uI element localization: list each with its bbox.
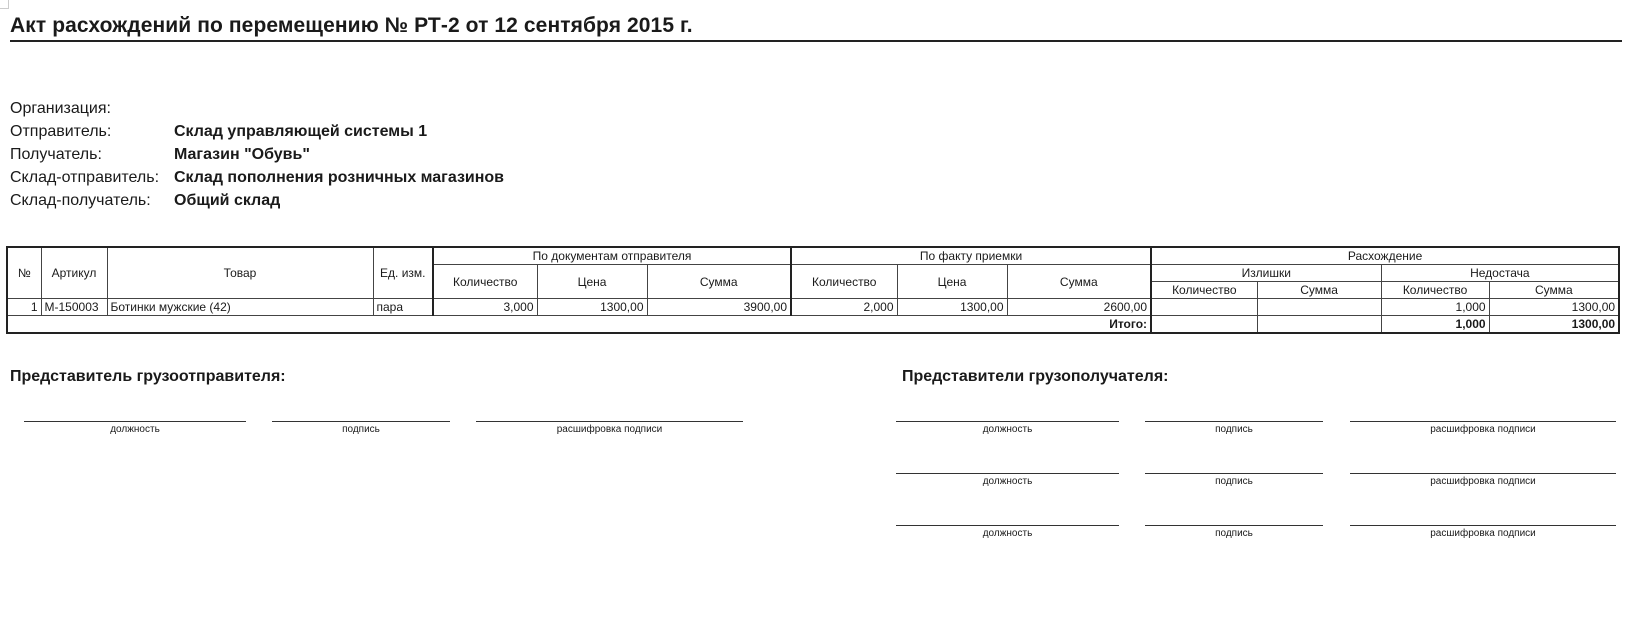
cell-fact-qty: 2,000 — [791, 299, 897, 316]
cell-fact-price: 1300,00 — [897, 299, 1007, 316]
header-by-fact: По факту приемки — [791, 247, 1151, 265]
total-surplus-sum — [1257, 316, 1381, 334]
sign-caption: подпись — [1215, 424, 1253, 435]
cell-num: 1 — [7, 299, 41, 316]
position-caption: должность — [982, 476, 1033, 487]
info-row-organization — [10, 97, 504, 120]
position-caption: должность — [110, 424, 160, 435]
info-value: Общий склад — [174, 192, 281, 209]
cell-unit: пара — [373, 299, 433, 316]
sender-sign-line[interactable] — [272, 421, 450, 438]
position-caption: должность — [982, 424, 1033, 435]
info-label: Организация: — [10, 100, 111, 117]
header-unit: Ед. изм. — [373, 247, 433, 299]
position-caption: должность — [982, 528, 1033, 539]
info-row-receiver — [10, 143, 504, 166]
document-title: Акт расхождений по перемещению № РТ-2 от 12 сентября 2015 г. — [10, 14, 1622, 42]
receiver-sign-line-1[interactable] — [1145, 421, 1323, 438]
decode-caption: расшифровка подписи — [1430, 528, 1536, 539]
info-value: Магазин "Обувь" — [174, 146, 310, 163]
info-label: Получатель: — [10, 146, 102, 163]
total-shortage-qty: 1,000 — [1381, 316, 1489, 334]
header-article: Артикул — [41, 247, 107, 299]
sign-caption: подпись — [1215, 528, 1253, 539]
receiver-decode-line-1[interactable] — [1350, 421, 1616, 438]
table-row — [7, 299, 1619, 316]
corner-mark — [0, 0, 9, 9]
decode-caption: расшифровка подписи — [556, 424, 663, 435]
info-row-sender-warehouse — [10, 166, 504, 189]
receiver-position-line-3[interactable] — [896, 525, 1119, 542]
cell-surplus-sum — [1257, 299, 1381, 316]
header-doc-sum: Сумма — [647, 265, 791, 299]
header-shortage-sum: Сумма — [1489, 282, 1619, 299]
info-label: Склад-отправитель: — [10, 169, 160, 186]
header-discrepancy: Расхождение — [1151, 247, 1619, 265]
header-num: № — [7, 247, 41, 299]
sender-position-line[interactable] — [24, 421, 246, 438]
document-info — [10, 97, 504, 212]
info-row-receiver-warehouse — [10, 189, 504, 212]
sign-caption: подпись — [1215, 476, 1253, 487]
header-shortage-qty: Количество — [1381, 282, 1489, 299]
total-label: Итого: — [7, 316, 1151, 334]
header-shortage: Недостача — [1381, 265, 1619, 282]
header-fact-price: Цена — [897, 265, 1007, 299]
receiver-decode-line-2[interactable] — [1350, 473, 1616, 490]
sender-decode-line[interactable] — [476, 421, 743, 438]
sign-caption: подпись — [342, 424, 380, 435]
receiver-sign-line-2[interactable] — [1145, 473, 1323, 490]
total-surplus-qty — [1151, 316, 1257, 334]
cell-surplus-qty — [1151, 299, 1257, 316]
header-surplus-qty: Количество — [1151, 282, 1257, 299]
decode-caption: расшифровка подписи — [1430, 476, 1536, 487]
receiver-sign-line-3[interactable] — [1145, 525, 1323, 542]
info-row-sender — [10, 120, 504, 143]
header-fact-qty: Количество — [791, 265, 897, 299]
total-shortage-sum: 1300,00 — [1489, 316, 1619, 334]
decode-caption: расшифровка подписи — [1430, 424, 1536, 435]
header-product: Товар — [107, 247, 373, 299]
header-doc-qty: Количество — [433, 265, 537, 299]
header-surplus: Излишки — [1151, 265, 1381, 282]
cell-fact-sum: 2600,00 — [1007, 299, 1151, 316]
header-by-docs: По документам отправителя — [433, 247, 791, 265]
cell-article: М-150003 — [41, 299, 107, 316]
header-doc-price: Цена — [537, 265, 647, 299]
cell-shortage-qty: 1,000 — [1381, 299, 1489, 316]
receiver-position-line-2[interactable] — [896, 473, 1119, 490]
receiver-decode-line-3[interactable] — [1350, 525, 1616, 542]
info-label: Отправитель: — [10, 123, 112, 140]
cell-doc-qty: 3,000 — [433, 299, 537, 316]
receiver-position-line-1[interactable] — [896, 421, 1119, 438]
sender-rep-title: Представитель грузоотправителя: — [10, 368, 286, 385]
info-label: Склад-получатель: — [10, 192, 151, 209]
header-surplus-sum: Сумма — [1257, 282, 1381, 299]
cell-doc-price: 1300,00 — [537, 299, 647, 316]
table-header-row-1 — [7, 247, 1619, 265]
discrepancy-table — [6, 246, 1620, 334]
header-fact-sum: Сумма — [1007, 265, 1151, 299]
receiver-rep-title: Представители грузополучателя: — [902, 368, 1169, 385]
cell-doc-sum: 3900,00 — [647, 299, 791, 316]
info-value: Склад управляющей системы 1 — [174, 123, 428, 140]
cell-shortage-sum: 1300,00 — [1489, 299, 1619, 316]
info-value: Склад пополнения розничных магазинов — [174, 169, 504, 186]
table-total-row — [7, 316, 1619, 334]
cell-product: Ботинки мужские (42) — [107, 299, 373, 316]
